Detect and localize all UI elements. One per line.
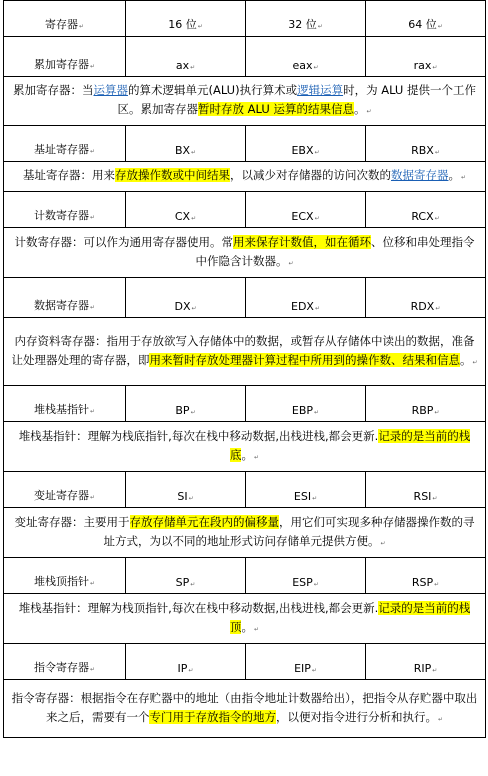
register-name: 堆栈基指针↵ bbox=[4, 386, 126, 422]
register-32bit: EBX↵ bbox=[246, 126, 366, 162]
register-name: 堆栈顶指针↵ bbox=[4, 558, 126, 594]
description-text: 。 bbox=[241, 619, 253, 634]
register-name: 指令寄存器↵ bbox=[4, 644, 126, 680]
register-name: 基址寄存器↵ bbox=[4, 126, 126, 162]
register-16bit: DX↵ bbox=[126, 278, 246, 318]
description-text: 。 bbox=[448, 168, 460, 182]
register-16bit: SI↵ bbox=[126, 472, 246, 508]
register-row bbox=[4, 558, 486, 594]
register-64bit: RDX↵ bbox=[366, 278, 486, 318]
register-16bit: CX↵ bbox=[126, 192, 246, 228]
register-64bit: RSP↵ bbox=[366, 558, 486, 594]
header-32bit: 32 位↵ bbox=[246, 1, 366, 37]
description-text: 。 bbox=[459, 352, 472, 367]
register-64bit: rax↵ bbox=[366, 37, 486, 77]
highlighted-text: 用来暂时存放处理器计算过程中所用到的操作数、结果和信息 bbox=[149, 352, 460, 367]
register-description: 内存资料寄存器：指用于存放欲写入存储体中的数据，或暂存从存储体中读出的数据，准备让处理器处理的寄存器，即用来暂时存放处理器计算过程中所用到的操作数、结果和信息。↵ bbox=[4, 318, 486, 386]
description-text: 变址寄存器：主要用于 bbox=[14, 514, 130, 529]
register-table bbox=[3, 0, 486, 738]
register-description: 累加寄存器：当运算器的算术逻辑单元(ALU)执行算术或逻辑运算时，为 ALU 提供一个工作区。累加寄存器暂时存放 ALU 运算的结果信息。↵ bbox=[4, 77, 486, 126]
highlighted-text: 暂时存放 ALU 运算的结果信息 bbox=[198, 102, 354, 116]
header-16bit: 16 位↵ bbox=[126, 1, 246, 37]
register-document bbox=[3, 0, 485, 738]
register-64bit: RCX↵ bbox=[366, 192, 486, 228]
description-text: 。 bbox=[353, 102, 366, 116]
register-16bit: ax↵ bbox=[126, 37, 246, 77]
description-text: 、位移和串处理指令中作隐含计数器。 bbox=[195, 234, 475, 268]
register-name: 变址寄存器↵ bbox=[4, 472, 126, 508]
register-16bit: BP↵ bbox=[126, 386, 246, 422]
register-row bbox=[4, 192, 486, 228]
register-name: 数据寄存器↵ bbox=[4, 278, 126, 318]
term-link[interactable]: 数据寄存器 bbox=[390, 168, 449, 182]
description-row bbox=[4, 422, 486, 472]
register-row bbox=[4, 278, 486, 318]
register-description: 变址寄存器：主要用于存放存储单元在段内的偏移量，用它们可实现多种存储器操作数的寻址方式，为以不同的地址形式访问存储单元提供方便。↵ bbox=[4, 508, 486, 558]
header-register: 寄存器↵ bbox=[4, 1, 126, 37]
description-text: 指令寄存器：根据指令在存贮器中的地址（由指令地址计数器给出），把指令从存贮器中取出来之后，需要有一个 bbox=[11, 690, 478, 724]
register-row bbox=[4, 644, 486, 680]
header-row bbox=[4, 1, 486, 37]
register-64bit: RBP↵ bbox=[366, 386, 486, 422]
description-text: 堆栈基指针：理解为栈顶指针,每次在栈中移动数据,出栈进栈,都会更新. bbox=[18, 600, 379, 615]
register-16bit: SP↵ bbox=[126, 558, 246, 594]
description-text: ，用它们可实现多种存储器操作数的寻址方式，为以不同的地址形式访问存储单元提供方便。 bbox=[103, 514, 475, 548]
register-32bit: ECX↵ bbox=[246, 192, 366, 228]
description-text: 堆栈基指针：理解为栈底指针,每次在栈中移动数据,出栈进栈,都会更新. bbox=[18, 428, 379, 443]
description-row bbox=[4, 680, 486, 738]
register-row bbox=[4, 472, 486, 508]
register-description: 指令寄存器：根据指令在存贮器中的地址（由指令地址计数器给出），把指令从存贮器中取出来之后，需要有一个专门用于存放指令的地方，以便对指令进行分析和执行。↵ bbox=[4, 680, 486, 738]
register-description: 计数寄存器：可以作为通用寄存器使用。常用来保存计数值，如在循环、位移和串处理指令中作隐含计数器。↵ bbox=[4, 228, 486, 278]
register-row bbox=[4, 386, 486, 422]
highlighted-text: 用来保存计数值，如在循环 bbox=[233, 234, 371, 249]
description-text: 基址寄存器：用来 bbox=[22, 168, 115, 182]
term-link[interactable]: 运算器 bbox=[93, 83, 128, 97]
register-64bit: RSI↵ bbox=[366, 472, 486, 508]
register-32bit: EBP↵ bbox=[246, 386, 366, 422]
register-32bit: EDX↵ bbox=[246, 278, 366, 318]
description-text: ，以便对指令进行分析和执行。 bbox=[275, 709, 437, 724]
description-text: 时，为 ALU 提供一个工作区。累加寄存器 bbox=[117, 83, 477, 116]
description-row bbox=[4, 594, 486, 644]
register-16bit: IP↵ bbox=[126, 644, 246, 680]
highlighted-text: 记录的是当前的栈底 bbox=[229, 428, 471, 462]
register-description: 堆栈基指针：理解为栈顶指针,每次在栈中移动数据,出栈进栈,都会更新.记录的是当前的栈顶。↵ bbox=[4, 594, 486, 644]
register-row bbox=[4, 37, 486, 77]
description-text: 内存资料寄存器：指用于存放欲写入存储体中的数据，或暂存从存储体中读出的数据，准备让处理器处理的寄存器，即 bbox=[11, 333, 475, 367]
register-64bit: RBX↵ bbox=[366, 126, 486, 162]
term-link[interactable]: 逻辑运算 bbox=[297, 83, 344, 97]
register-row bbox=[4, 126, 486, 162]
description-text: 。 bbox=[241, 447, 253, 462]
register-32bit: EIP↵ bbox=[246, 644, 366, 680]
description-row bbox=[4, 318, 486, 386]
register-description: 基址寄存器：用来存放操作数或中间结果，以减少对存储器的访问次数的数据寄存器。↵ bbox=[4, 162, 486, 192]
highlighted-text: 专门用于存放指令的地方 bbox=[149, 709, 276, 724]
register-name: 累加寄存器↵ bbox=[4, 37, 126, 77]
description-row bbox=[4, 77, 486, 126]
highlighted-text: 记录的是当前的栈顶 bbox=[229, 600, 471, 634]
header-64bit: 64 位↵ bbox=[366, 1, 486, 37]
register-32bit: ESP↵ bbox=[246, 558, 366, 594]
description-row bbox=[4, 162, 486, 192]
register-name: 计数寄存器↵ bbox=[4, 192, 126, 228]
description-row bbox=[4, 228, 486, 278]
register-16bit: BX↵ bbox=[126, 126, 246, 162]
description-text: 计数寄存器：可以作为通用寄存器使用。常 bbox=[14, 234, 233, 249]
register-32bit: ESI↵ bbox=[246, 472, 366, 508]
description-text: 的算术逻辑单元(ALU)执行算术或 bbox=[127, 83, 298, 97]
register-64bit: RIP↵ bbox=[366, 644, 486, 680]
register-32bit: eax↵ bbox=[246, 37, 366, 77]
description-text: ，以减少对存储器的访问次数的 bbox=[229, 168, 391, 182]
description-row bbox=[4, 508, 486, 558]
description-text: 累加寄存器：当 bbox=[12, 83, 94, 97]
register-description: 堆栈基指针：理解为栈底指针,每次在栈中移动数据,出栈进栈,都会更新.记录的是当前的栈底。↵ bbox=[4, 422, 486, 472]
highlighted-text: 存放存储单元在段内的偏移量 bbox=[129, 514, 279, 529]
highlighted-text: 存放操作数或中间结果 bbox=[114, 168, 230, 182]
